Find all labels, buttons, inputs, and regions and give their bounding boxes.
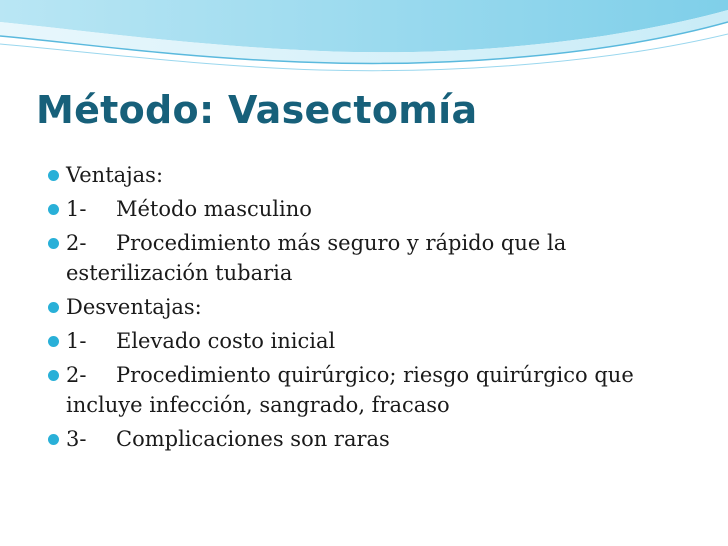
bullet-continuation: incluye infección, sangrado, fracaso [66, 393, 450, 417]
bullet-list [0, 158, 728, 456]
bullet-text: Procedimiento más seguro y rápido que la [116, 231, 567, 255]
bullet-text: Método masculino [116, 197, 312, 221]
list-item [0, 158, 728, 192]
bullet-number: 2- [66, 231, 87, 255]
bullet-number: 3- [66, 427, 87, 451]
bullet-text: Procedimiento quirúrgico; riesgo quirúrgico que [116, 363, 634, 387]
bullet-icon [48, 370, 59, 381]
list-item [0, 192, 728, 226]
list-item [0, 358, 728, 422]
bullet-icon [48, 434, 59, 445]
bullet-text: Ventajas: [66, 163, 164, 187]
bullet-number: 1- [66, 197, 87, 221]
bullet-text: Complicaciones son raras [116, 427, 390, 451]
bullet-icon [48, 170, 59, 181]
list-item [0, 324, 728, 358]
bullet-number: 2- [66, 363, 87, 387]
list-item [0, 226, 728, 290]
bullet-icon [48, 336, 59, 347]
bullet-icon [48, 302, 59, 313]
bullet-icon [48, 204, 59, 215]
bullet-continuation: esterilización tubaria [66, 261, 293, 285]
bullet-text: Desventajas: [66, 295, 202, 319]
slide-title: Método: Vasectomía [36, 88, 478, 132]
bullet-number: 1- [66, 329, 87, 353]
bullet-text: Elevado costo inicial [116, 329, 336, 353]
bullet-icon [48, 238, 59, 249]
header-wave-decoration [0, 0, 728, 80]
list-item [0, 422, 728, 456]
list-item [0, 290, 728, 324]
